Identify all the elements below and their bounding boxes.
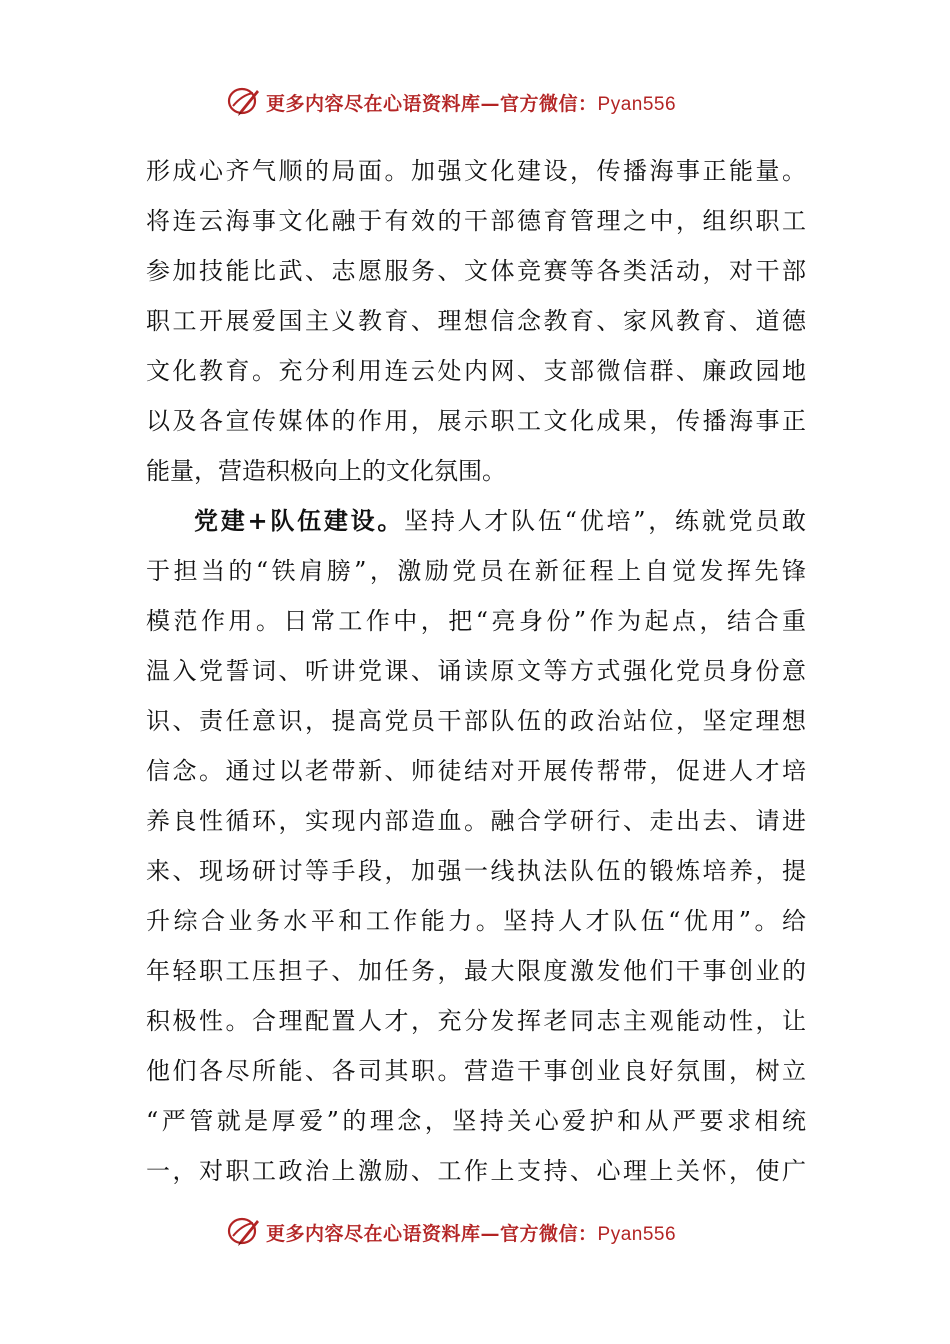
pen-logo-icon — [226, 84, 262, 120]
text-line: “严管就是厚爱”的理念，坚持关心爱护和从严要求相统 — [146, 1107, 806, 1135]
text-line: 来、现场研讨等手段，加强一线执法队伍的锻炼培养，提 — [146, 857, 806, 885]
text-line: 能量，营造积极向上的文化氛围。 — [146, 457, 506, 485]
text-line: 参加技能比武、志愿服务、文体竞赛等各类活动，对干部 — [146, 257, 806, 285]
text-line: 模范作用。日常工作中，把“亮身份”作为起点，结合重 — [146, 607, 806, 635]
pen-logo-icon — [226, 1214, 262, 1250]
header-banner-text: 更多内容尽在心语资料库—官方微信： — [266, 92, 598, 115]
text-line: 将连云海事文化融于有效的干部德育管理之中，组织职工 — [146, 207, 806, 235]
footer-banner-text: 更多内容尽在心语资料库—官方微信： — [266, 1222, 598, 1245]
text-line: 温入党誓词、听讲党课、诵读原文等方式强化党员身份意 — [146, 657, 806, 685]
text-line: 于担当的“铁肩膀”，激励党员在新征程上自觉发挥先锋 — [146, 557, 806, 585]
text-line: 以及各宣传媒体的作用，展示职工文化成果，传播海事正 — [146, 407, 806, 435]
text-line: 职工开展爱国主义教育、理想信念教育、家风教育、道德 — [146, 307, 806, 335]
text-line: 养良性循环，实现内部造血。融合学研行、走出去、请进 — [146, 807, 806, 835]
text-line: 一，对职工政治上激励、工作上支持、心理上关怀，使广 — [146, 1157, 806, 1185]
paragraph-heading: 党建+队伍建设。 — [194, 506, 405, 535]
text-line: 升综合业务水平和工作能力。坚持人才队伍“优用”。给 — [146, 907, 806, 935]
text-span: 坚持人才队伍“优培”，练就党员敢 — [404, 507, 807, 535]
text-line: 文化教育。充分利用连云处内网、支部微信群、廉政园地 — [146, 357, 806, 385]
text-line: 识、责任意识，提高党员干部队伍的政治站位，坚定理想 — [146, 707, 806, 735]
text-line: 年轻职工压担子、加任务，最大限度激发他们干事创业的 — [146, 957, 806, 985]
footer-banner-wechat-id: Pyan556 — [597, 1223, 677, 1245]
text-line: 积极性。合理配置人才，充分发挥老同志主观能动性，让 — [146, 1007, 806, 1035]
text-line: 形成心齐气顺的局面。加强文化建设，传播海事正能量。 — [146, 157, 806, 185]
header-banner — [226, 82, 726, 122]
text-line: 他们各尽所能、各司其职。营造干事创业良好氛围，树立 — [146, 1057, 806, 1085]
header-banner-wechat-id: Pyan556 — [597, 93, 677, 115]
paragraph-first-line — [146, 496, 806, 546]
text-line: 信念。通过以老带新、师徒结对开展传帮带，促进人才培 — [146, 757, 806, 785]
footer-banner — [226, 1212, 726, 1252]
